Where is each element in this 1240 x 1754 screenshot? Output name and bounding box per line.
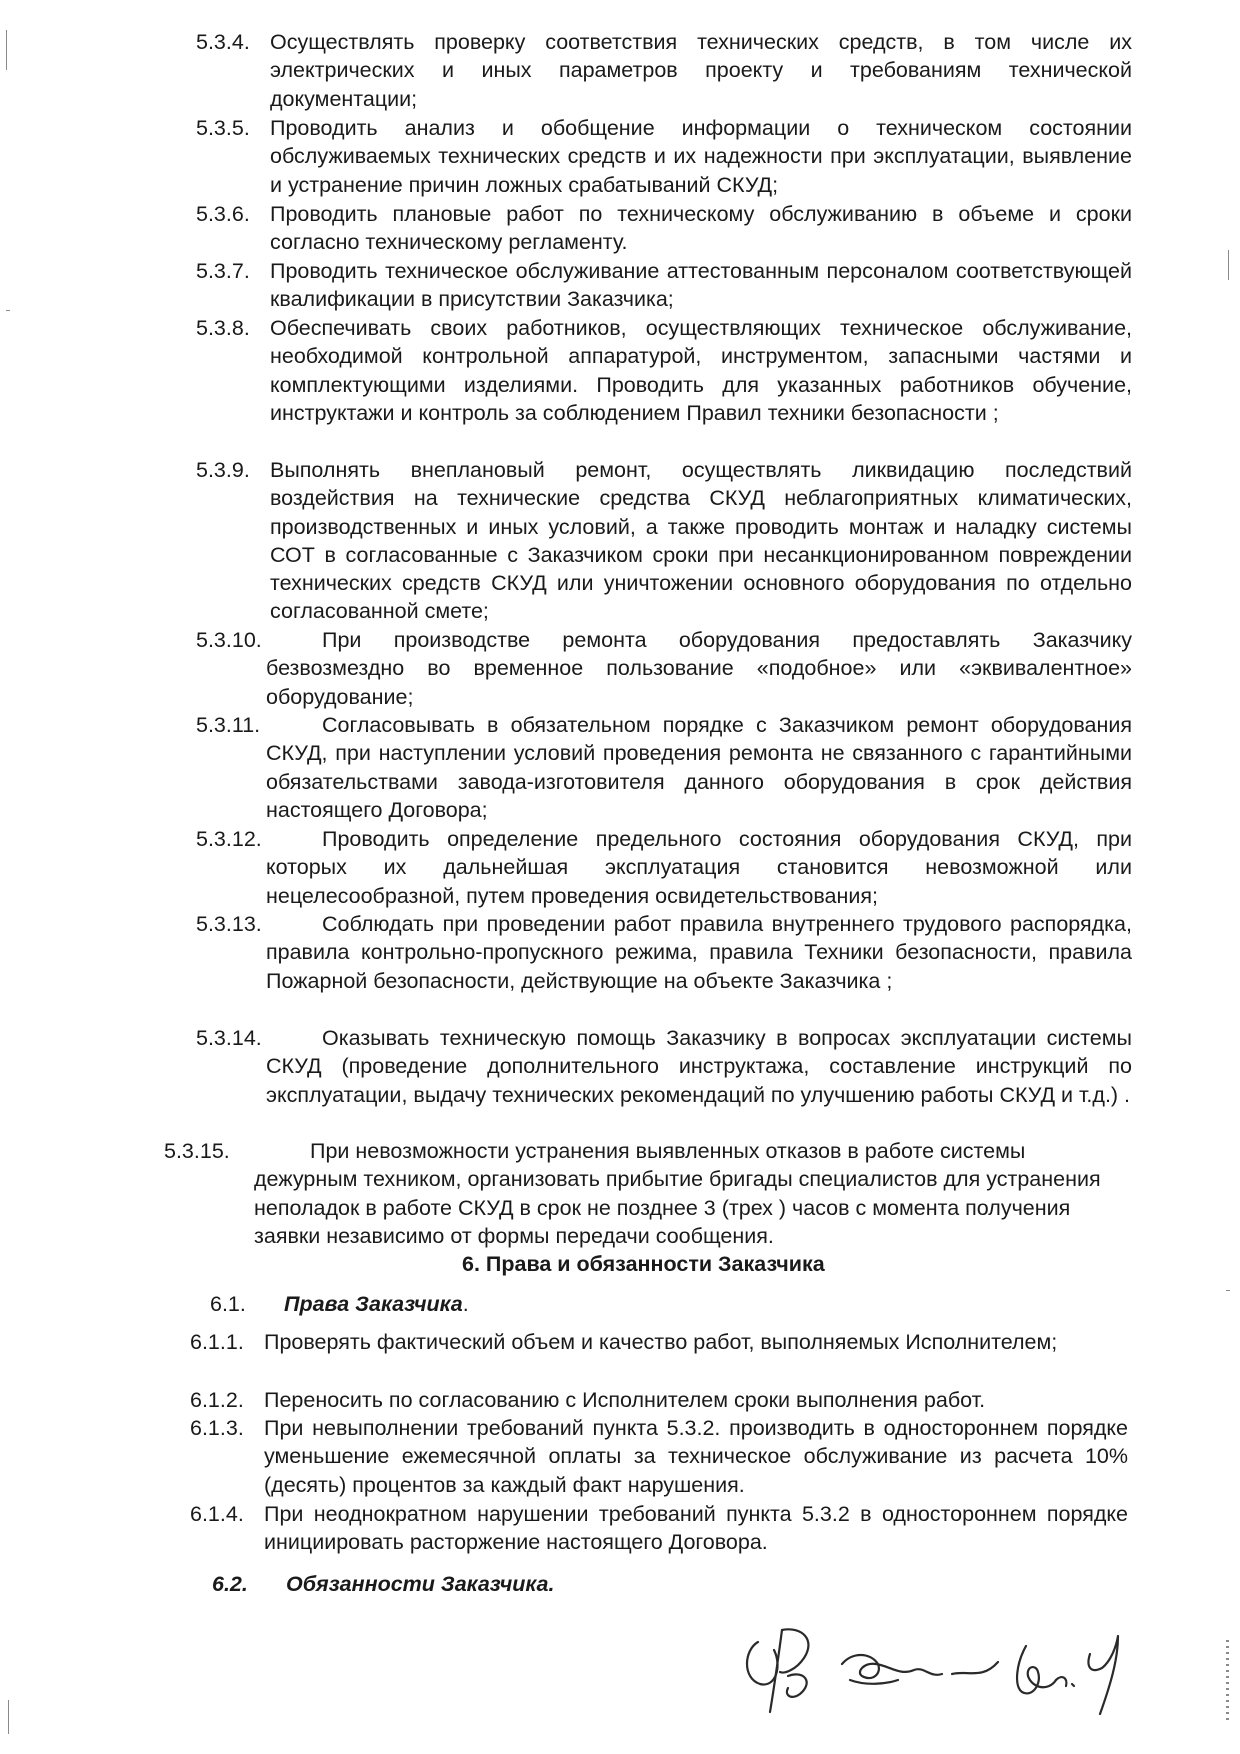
clause-text: Осуществлять проверку соответствия технических средств, в том числе их электрических и иных параметров проекту и требованиям технической документации; (270, 30, 1132, 111)
clause-number: 5.3.4. (196, 30, 250, 54)
clause-number: 6.1.1. (190, 1330, 244, 1354)
clause-text: При производстве ремонта оборудования предоставлять Заказчику безвозмездно во временное пользование «подобное» или «эквивалентное» оборудование; (266, 628, 1132, 709)
scan-edge-mark (1228, 250, 1229, 280)
clause-text: Проводить анализ и обобщение информации о техническом состоянии обслуживаемых технических средств и их надежности при эксплуатации, выявление и устранение причин ложных срабатываний СКУД; (270, 116, 1132, 197)
subsection-dot: . (462, 1292, 469, 1316)
clause-number: 5.3.12. (196, 827, 262, 851)
scan-edge-mark (8, 1700, 9, 1734)
clause-number: 5.3.14. (196, 1026, 262, 1050)
clause-text: При невыполнении требований пункта 5.3.2. производить в одностороннем порядке уменьшение ежемесячной оплаты за техническое обслуживание из расчета 10% (десять) процентов за каждый факт нарушения. (264, 1416, 1128, 1497)
subsection-6-1 (210, 1290, 469, 1318)
clause-number: 5.3.6. (196, 202, 250, 226)
clause-text: Выполнять внеплановый ремонт, осуществлять ликвидацию последствий воздействия на технические средства СКУД неблагоприятных климатических, производственных и иных условий, а также проводить монтаж и наладку системы СОТ в согласованные с Заказчиком сроки при несанкционированном повреждении технических средств СКУД или уничтожении основного оборудования по отдельно согласованной смете; (270, 458, 1132, 624)
subsection-title: Обязанности Заказчика. (286, 1572, 555, 1596)
clause-number: 6.1.2. (190, 1388, 244, 1412)
clause-text: Проверять фактический объем и качество работ, выполняемых Исполнителем; (264, 1330, 1058, 1354)
clause-text: Соблюдать при проведении работ правила внутреннего трудового распорядка, правила контрольно-пропускного режима, правила Техники безопасности, правила Пожарной безопасности, действующие на объекте Заказчика ; (266, 912, 1132, 993)
scan-edge-mark (6, 310, 10, 311)
clause-text: Согласовывать в обязательном порядке с Заказчиком ремонт оборудования СКУД, при наступлении условий проведения ремонта не связанного с гарантийными обязательствами завода-изготовителя данного оборудования в срок действия настоящего Договора; (266, 713, 1132, 822)
clause-text: Проводить определение предельного состояния оборудования СКУД, при которых их дальнейшая эксплуатация становится невозможной или нецелесообразной, путем проведения освидетельствования; (266, 827, 1132, 908)
clause-number: 5.3.8. (196, 316, 250, 340)
clause-text: Переносить по согласованию с Исполнителем сроки выполнения работ. (264, 1388, 986, 1412)
scan-edge-mark (6, 30, 7, 70)
subsection-number: 6.2. (212, 1572, 248, 1596)
clause-number: 5.3.15. (164, 1139, 230, 1163)
clause-text: Проводить плановые работ по техническому обслуживанию в объеме и сроки согласно техническому регламенту. (270, 202, 1132, 255)
clause-number: 5.3.9. (196, 458, 250, 482)
scan-edge-mark (1226, 1640, 1229, 1720)
section-heading: 6. Права и обязанности Заказчика (462, 1252, 825, 1276)
scan-edge-mark (1226, 1290, 1230, 1291)
clause-text: При неоднократном нарушении требований пункта 5.3.2 в одностороннем порядке инициировать расторжение настоящего Договора. (264, 1502, 1128, 1555)
clause-number: 5.3.5. (196, 116, 250, 140)
clause-text: Обеспечивать своих работников, осуществляющих техническое обслуживание, необходимой контрольной аппаратурой, инструментом, запасными частями и комплектующими изделиями. Проводить для указанных работников обучение, инструктажи и контроль за соблюдением Правил техники безопасности ; (270, 316, 1132, 425)
clause-number: 5.3.7. (196, 259, 250, 283)
handwritten-signature (730, 1600, 1150, 1720)
clause-text: Проводить техническое обслуживание аттестованным персоналом соответствующей квалификации в присутствии Заказчика; (270, 259, 1132, 312)
subsection-number: 6.1. (210, 1292, 246, 1316)
clause-number: 6.1.4. (190, 1502, 244, 1526)
clause-number: 5.3.13. (196, 912, 262, 936)
subsection-title: Права Заказчика (284, 1292, 463, 1316)
clause-text: Оказывать техническую помощь Заказчику в вопросах эксплуатации системы СКУД (проведение дополнительного инструктажа, составление инструкций по эксплуатации, выдачу технических рекомендаций по улучшению работы СКУД и т.д.) . (266, 1026, 1132, 1107)
clause-number: 6.1.3. (190, 1416, 244, 1440)
subsection-6-2 (212, 1570, 554, 1598)
clause-text: При невозможности устранения выявленных отказов в работе системы дежурным техником, организовать прибытие бригады специалистов для устранения неполадок в работе СКУД в срок не позднее 3 (трех ) часов с момента получения заявки независимо от формы передачи сообщения. (254, 1139, 1101, 1248)
clause-number: 5.3.10. (196, 628, 262, 652)
clause-number: 5.3.11. (196, 713, 261, 737)
